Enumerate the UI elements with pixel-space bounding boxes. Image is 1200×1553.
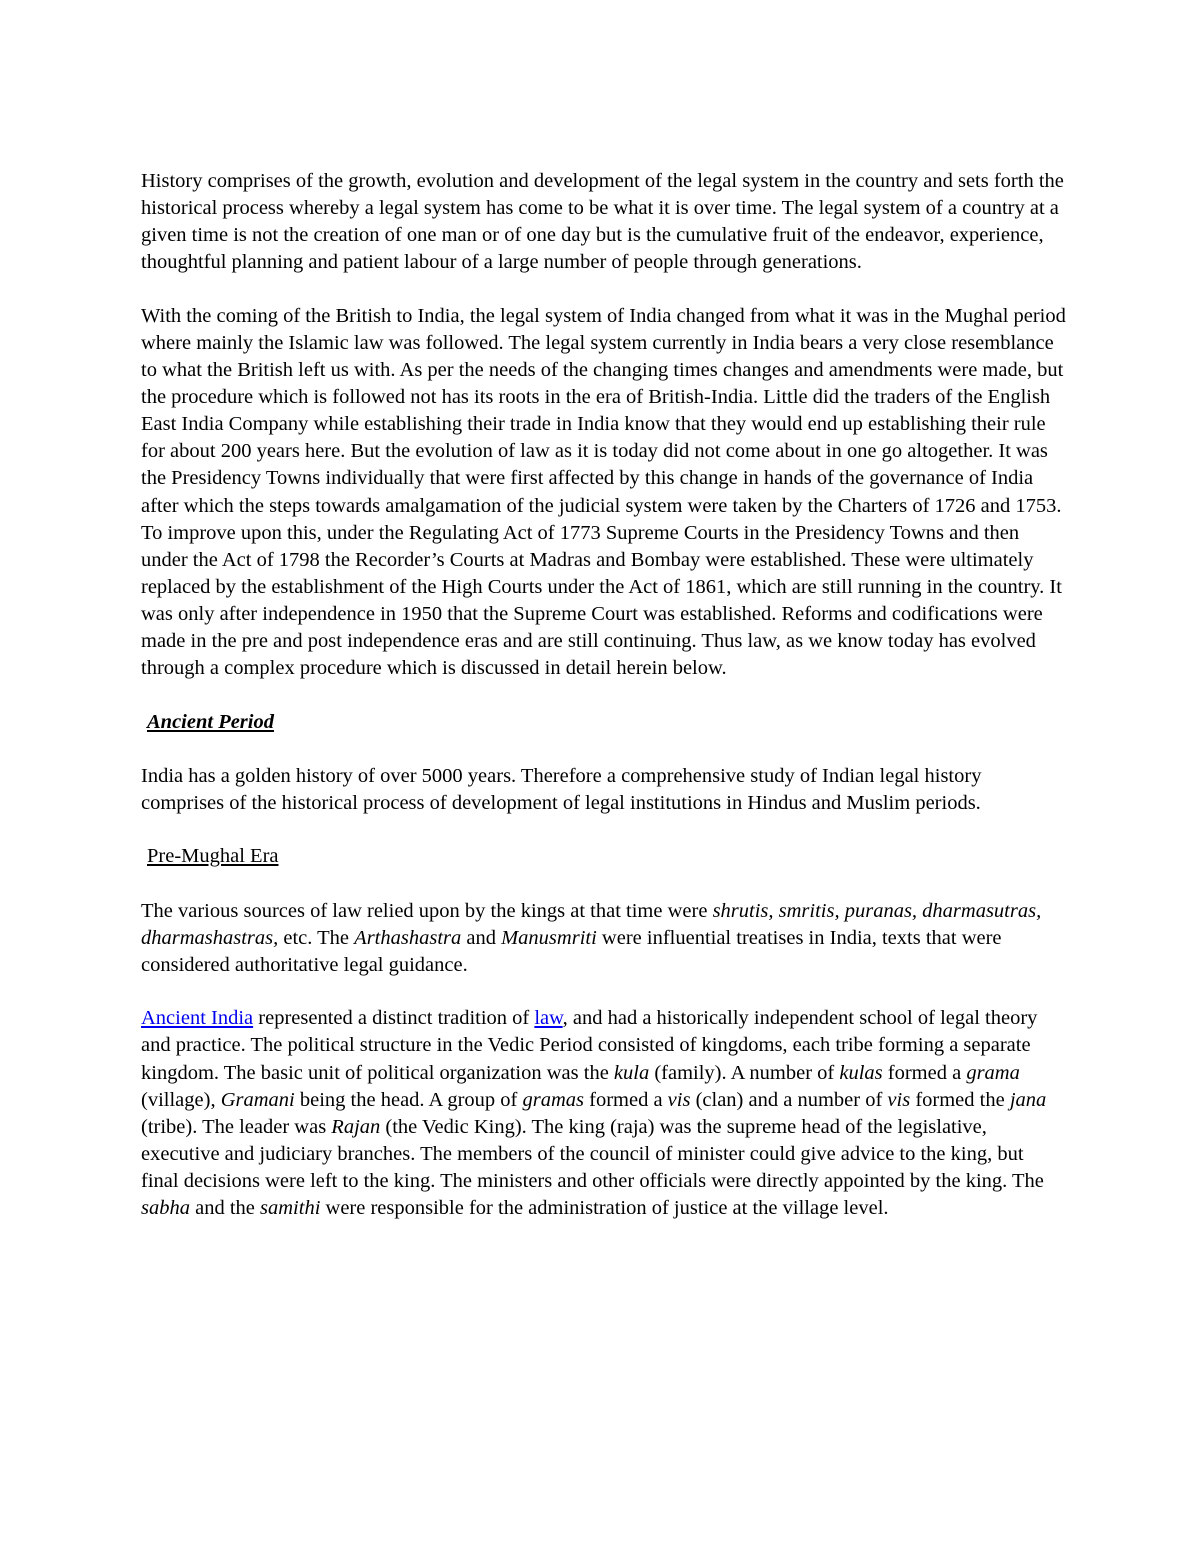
sources-text-3: and <box>461 926 502 949</box>
ai-text-5: (village), <box>141 1088 221 1111</box>
ai-italic-samithi: samithi <box>260 1197 321 1219</box>
ai-text-12: and the <box>189 1197 261 1219</box>
ai-italic-gramas: gramas <box>522 1088 584 1111</box>
sources-italic-manusmriti: Manusmriti <box>501 926 597 949</box>
sources-paragraph <box>141 898 1066 979</box>
ai-italic-gramani: Gramani <box>220 1088 295 1111</box>
ai-italic-vis-1: vis <box>667 1088 691 1111</box>
ancient-paragraph <box>141 763 1066 817</box>
sources-italic-arthashastra: Arthashastra <box>354 926 462 949</box>
ai-text-4: formed a <box>882 1061 967 1084</box>
ai-text-6: being the head. A group of <box>294 1088 523 1111</box>
ai-text-13: were responsible for the administration of justice at the village level. <box>320 1197 889 1219</box>
sources-text-1: The various sources of law relied upon by the kings at that time were <box>141 899 713 922</box>
ai-text-11: (the Vedic King). The king (raja) was the supreme head of the legislative, executive and judiciary branches. The members of the council of minister could give advice to the king, but final decisions were left to the king. The ministers and other officials were directly appointed by the king. The <box>141 1115 1044 1192</box>
ai-italic-kula: kula <box>613 1061 650 1084</box>
intro-paragraph-1: History comprises of the growth, evolution and development of the legal system in the country and sets forth the historical process whereby a legal system has come to be what it is over time. The legal system of a country at a given time is not the creation of one man or of one day but is the cumulative fruit of the endeavor, experience, thoughtful planning and patient labour of a large number of people through generations. <box>141 170 1064 274</box>
section-heading-pre-mughal-era: Pre-Mughal Era <box>147 845 279 868</box>
ai-text-7: formed a <box>584 1088 668 1111</box>
ancient-india-link[interactable]: Ancient India <box>141 1007 254 1030</box>
ai-italic-kulas: kulas <box>839 1061 883 1084</box>
law-link[interactable]: law <box>534 1007 563 1030</box>
ancient-india-paragraph <box>141 1005 1066 1222</box>
ancient-paragraph-text: India has a golden history of over 5000 years. Therefore a comprehensive study of Indian legal history comprises of the historical process of development of legal institutions in Hindus and Muslim periods. <box>141 764 982 814</box>
ai-italic-sabha: sabha <box>141 1197 190 1219</box>
ai-text-10: (tribe). The leader was <box>141 1115 332 1138</box>
sources-text-4: were influential treatises in India, texts that were considered authoritative legal guidance. <box>141 926 1002 976</box>
section-heading-ancient-period: Ancient Period <box>147 710 274 733</box>
document-page <box>141 168 1066 1249</box>
ai-text-3: (family). A number of <box>649 1061 840 1084</box>
ai-italic-rajan: Rajan <box>331 1115 381 1138</box>
ai-text-8: (clan) and a number of <box>690 1088 888 1111</box>
ai-italic-vis-2: vis <box>887 1088 911 1111</box>
sources-text-2: etc. The <box>278 926 355 949</box>
sources-italic-texts: shrutis, smritis, puranas, dharmasutras, dharmashastras, <box>141 899 1042 949</box>
ai-text-1: represented a distinct tradition of <box>253 1007 535 1030</box>
ai-text-2: , and had a historically independent school of legal theory and practice. The political structure in the Vedic Period consisted of kingdoms, each tribe forming a separate kingdom. The basic unit of political organization was the <box>141 1007 1038 1084</box>
ai-text-9: formed the <box>910 1088 1010 1111</box>
intro-paragraph-2: With the coming of the British to India, the legal system of India changed from what it was in the Mughal period where mainly the Islamic law was followed. The legal system currently in India bears a very close resemblance to what the British left us with. As per the needs of the changing times changes and amendments were made, but the procedure which is followed not has its roots in the era of British-India. Little did the traders of the English East India Company while establishing their trade in India know that they would end up establishing their rule for about 200 years here. But the evolution of law as it is today did not come about in one go altogether. It was the Presidency Towns individually that were first affected by this change in hands of the governance of India after which the steps towards amalgamation of the judicial system were taken by the Charters of 1726 and 1753. To improve upon this, under the Regulating Act of 1773 Supreme Courts in the Presidency Towns and then under the Act of 1798 the Recorder’s Courts at Madras and Bombay were established. These were ultimately replaced by the establishment of the High Courts under the Act of 1861, which are still running in the country. It was only after independence in 1950 that the Supreme Court was established. Reforms and codifications were made in the pre and post independence eras and are still continuing. Thus law, as we know today has evolved through a complex procedure which is discussed in detail herein below. <box>141 304 1066 680</box>
ai-italic-grama: grama <box>966 1061 1020 1084</box>
ai-italic-jana: jana <box>1009 1088 1047 1111</box>
